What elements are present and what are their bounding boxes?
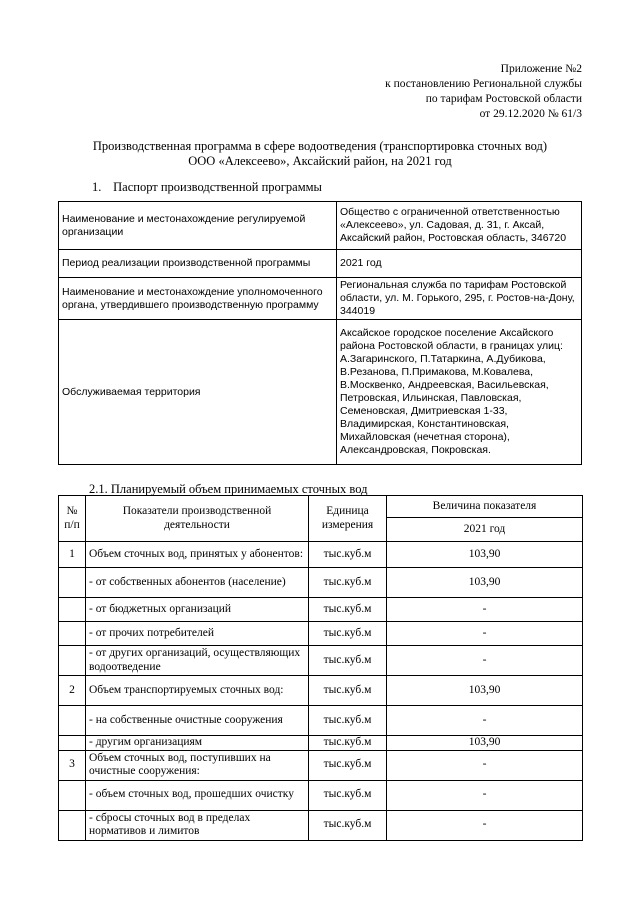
- row-name: - от других организаций, осуществляющих водоотведение: [86, 646, 309, 676]
- table-row: [59, 542, 583, 568]
- appendix-line: от 29.12.2020 № 61/3: [479, 108, 582, 120]
- passport-value: Общество с ограниченной ответственностью «Алексеево», ул. Садовая, д. 31, г. Аксай, Аксайский район, Ростовская область, 346720: [337, 202, 582, 250]
- row-name: - на собственные очистные сооружения: [86, 706, 309, 736]
- row-value: -: [387, 646, 583, 676]
- row-num: [59, 706, 86, 736]
- table-row: [59, 736, 583, 751]
- row-value: -: [387, 810, 583, 840]
- table-row: [59, 568, 583, 598]
- row-name: Объем сточных вод, принятых у абонентов:: [86, 542, 309, 568]
- passport-label: Наименование и местонахождение уполномоченного органа, утвердившего производственную программу: [59, 278, 337, 320]
- row-unit: тыс.куб.м: [309, 736, 387, 751]
- row-unit: тыс.куб.м: [309, 750, 387, 780]
- row-unit: тыс.куб.м: [309, 542, 387, 568]
- row-name: - объем сточных вод, прошедших очистку: [86, 780, 309, 810]
- row-num: [59, 598, 86, 622]
- header-name: Показатели производственной деятельности: [86, 496, 309, 542]
- title-line-1: Производственная программа в сфере водоотведения (транспортировка сточных вод): [92, 139, 548, 153]
- row-unit: тыс.куб.м: [309, 706, 387, 736]
- section-1-label: Паспорт производственной программы: [113, 180, 322, 194]
- title-line-2: ООО «Алексеево», Аксайский район, на 2021 год: [188, 154, 452, 168]
- row-value: 103,90: [387, 568, 583, 598]
- row-value: -: [387, 750, 583, 780]
- row-num: 2: [59, 676, 86, 706]
- row-num: [59, 568, 86, 598]
- section-1-heading: [92, 180, 322, 195]
- row-value: -: [387, 622, 583, 646]
- row-num: [59, 736, 86, 751]
- table-row: [59, 780, 583, 810]
- section-2-1-heading: 2.1. Планируемый объем принимаемых сточных вод: [89, 482, 368, 496]
- table-row: [59, 810, 583, 840]
- row-num: [59, 622, 86, 646]
- table-row: [59, 598, 583, 622]
- header-unit: Единица измерения: [309, 496, 387, 542]
- passport-value: 2021 год: [337, 250, 582, 278]
- row-unit: тыс.куб.м: [309, 598, 387, 622]
- row-value: 103,90: [387, 676, 583, 706]
- header-value: Величина показателя: [387, 496, 583, 518]
- row-value: -: [387, 706, 583, 736]
- passport-label: Период реализации производственной программы: [59, 250, 337, 278]
- header-year: 2021 год: [387, 518, 583, 542]
- row-unit: тыс.куб.м: [309, 780, 387, 810]
- row-num: 1: [59, 542, 86, 568]
- passport-row: [59, 202, 582, 250]
- row-unit: тыс.куб.м: [309, 622, 387, 646]
- passport-value: Аксайское городское поселение Аксайского района Ростовской области, в границах улиц: А.Загаринского, П.Татаркина, А.Дубикова, В.Резанова, П.Примакова, М.Ковалева, В.Москвенко, Андреевская, Васильевская, Петровская, Ильинская, Павловская, Семеновская, Дмитриевская 1-33, Владимирская, Константиновская, Михайловская (нечетная сторона), Александровская, Покровская.: [337, 320, 582, 465]
- row-num: [59, 646, 86, 676]
- row-value: -: [387, 598, 583, 622]
- header-num: № п/п: [59, 496, 86, 542]
- table-row: [59, 750, 583, 780]
- table-row: [59, 706, 583, 736]
- row-unit: тыс.куб.м: [309, 568, 387, 598]
- row-name: - от бюджетных организаций: [86, 598, 309, 622]
- row-name: - от собственных абонентов (население): [86, 568, 309, 598]
- table-row: [59, 646, 583, 676]
- appendix-line: по тарифам Ростовской области: [425, 93, 582, 105]
- row-name: Объем транспортируемых сточных вод:: [86, 676, 309, 706]
- row-unit: тыс.куб.м: [309, 810, 387, 840]
- row-name: - от прочих потребителей: [86, 622, 309, 646]
- row-unit: тыс.куб.м: [309, 676, 387, 706]
- row-name: Объем сточных вод, поступивших на очистные сооружения:: [86, 750, 309, 780]
- passport-row: [59, 278, 582, 320]
- appendix-header: [262, 62, 582, 122]
- table-row: [59, 622, 583, 646]
- section-1-number: 1.: [92, 180, 102, 194]
- row-value: -: [387, 780, 583, 810]
- passport-value: Региональная служба по тарифам Ростовской области, ул. М. Горького, 295, г. Ростов-на-Дону, 344019: [337, 278, 582, 320]
- table-row: [59, 676, 583, 706]
- volume-table: [58, 495, 583, 841]
- document-title: [40, 139, 600, 169]
- row-num: 3: [59, 750, 86, 780]
- passport-label: Обслуживаемая территория: [59, 320, 337, 465]
- passport-row: [59, 320, 582, 465]
- row-name: - другим организациям: [86, 736, 309, 751]
- passport-table: [58, 201, 582, 465]
- row-unit: тыс.куб.м: [309, 646, 387, 676]
- row-num: [59, 780, 86, 810]
- volume-header-row: [59, 496, 583, 518]
- appendix-line: к постановлению Региональной службы: [385, 78, 582, 90]
- passport-label: Наименование и местонахождение регулируемой организации: [59, 202, 337, 250]
- row-value: 103,90: [387, 736, 583, 751]
- row-name: - сбросы сточных вод в пределах нормативов и лимитов: [86, 810, 309, 840]
- appendix-line: Приложение №2: [500, 63, 582, 75]
- row-num: [59, 810, 86, 840]
- row-value: 103,90: [387, 542, 583, 568]
- passport-row: [59, 250, 582, 278]
